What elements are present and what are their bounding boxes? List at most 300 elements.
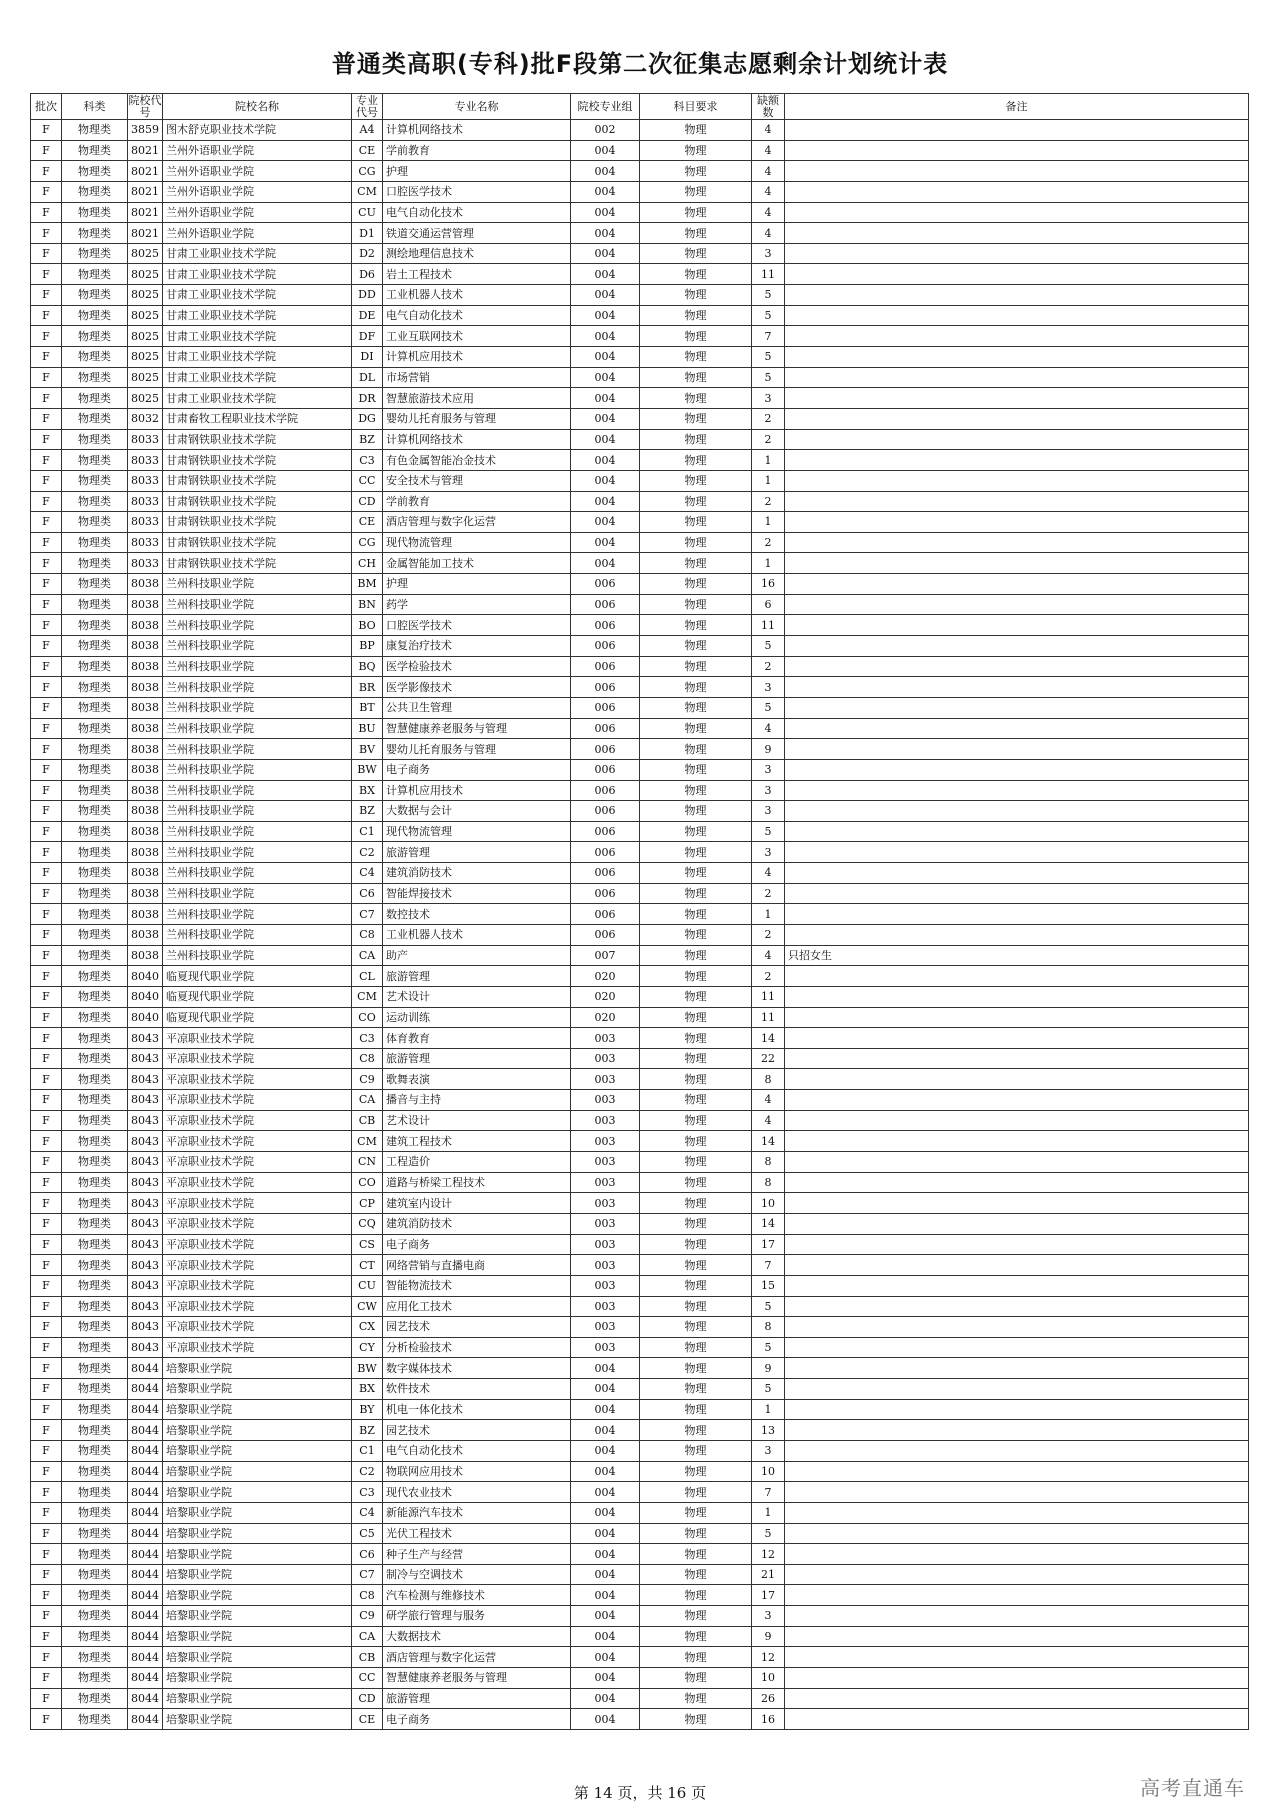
cell-subject-req: 物理 — [640, 615, 752, 636]
cell-batch: F — [31, 656, 62, 677]
cell-major-name: 医学检验技术 — [383, 656, 571, 677]
cell-remarks — [785, 1028, 1249, 1049]
cell-school-code: 8038 — [128, 863, 163, 884]
cell-major-group: 004 — [571, 470, 640, 491]
cell-category: 物理类 — [62, 1069, 128, 1090]
cell-major-code: BW — [352, 759, 383, 780]
cell-category: 物理类 — [62, 1131, 128, 1152]
cell-remarks — [785, 801, 1249, 822]
cell-remarks — [785, 821, 1249, 842]
table-row — [31, 1069, 1249, 1090]
cell-remarks — [785, 1564, 1249, 1585]
cell-school-name: 平凉职业技术学院 — [163, 1337, 352, 1358]
table-row — [31, 594, 1249, 615]
cell-subject-req: 物理 — [640, 1420, 752, 1441]
cell-major-group: 003 — [571, 1172, 640, 1193]
cell-school-code: 8025 — [128, 388, 163, 409]
cell-major-group: 003 — [571, 1152, 640, 1173]
table-row — [31, 801, 1249, 822]
cell-school-code: 8038 — [128, 904, 163, 925]
cell-major-name: 安全技术与管理 — [383, 470, 571, 491]
cell-batch: F — [31, 1379, 62, 1400]
cell-major-code: BZ — [352, 429, 383, 450]
cell-major-name: 旅游管理 — [383, 1048, 571, 1069]
cell-major-code: C9 — [352, 1606, 383, 1627]
cell-remarks — [785, 739, 1249, 760]
cell-vacancy: 14 — [752, 1028, 785, 1049]
cell-school-name: 平凉职业技术学院 — [163, 1234, 352, 1255]
cell-remarks — [785, 656, 1249, 677]
cell-major-name: 新能源汽车技术 — [383, 1502, 571, 1523]
table-header-row — [31, 94, 1249, 120]
table-row — [31, 532, 1249, 553]
cell-vacancy: 5 — [752, 697, 785, 718]
cell-category: 物理类 — [62, 1420, 128, 1441]
cell-vacancy: 7 — [752, 1255, 785, 1276]
cell-category: 物理类 — [62, 388, 128, 409]
cell-vacancy: 3 — [752, 1441, 785, 1462]
cell-batch: F — [31, 594, 62, 615]
cell-major-name: 工程造价 — [383, 1152, 571, 1173]
table-row — [31, 986, 1249, 1007]
cell-major-group: 006 — [571, 718, 640, 739]
table-body — [31, 120, 1249, 1730]
cell-major-name: 市场营销 — [383, 367, 571, 388]
cell-batch: F — [31, 1172, 62, 1193]
cell-major-code: CS — [352, 1234, 383, 1255]
cell-subject-req: 物理 — [640, 1234, 752, 1255]
cell-batch: F — [31, 470, 62, 491]
cell-school-code: 8025 — [128, 285, 163, 306]
cell-category: 物理类 — [62, 1668, 128, 1689]
cell-major-name: 工业机器人技术 — [383, 924, 571, 945]
cell-category: 物理类 — [62, 677, 128, 698]
cell-vacancy: 3 — [752, 780, 785, 801]
cell-remarks — [785, 429, 1249, 450]
cell-batch: F — [31, 924, 62, 945]
cell-subject-req: 物理 — [640, 243, 752, 264]
cell-major-group: 004 — [571, 450, 640, 471]
cell-school-code: 8038 — [128, 945, 163, 966]
cell-major-group: 003 — [571, 1275, 640, 1296]
table-row — [31, 347, 1249, 368]
cell-subject-req: 物理 — [640, 491, 752, 512]
cell-category: 物理类 — [62, 759, 128, 780]
table-row — [31, 202, 1249, 223]
table-row — [31, 1048, 1249, 1069]
cell-major-code: BZ — [352, 801, 383, 822]
cell-school-name: 培黎职业学院 — [163, 1358, 352, 1379]
cell-major-name: 电气自动化技术 — [383, 1441, 571, 1462]
cell-school-code: 8043 — [128, 1234, 163, 1255]
cell-school-name: 培黎职业学院 — [163, 1647, 352, 1668]
cell-school-code: 8038 — [128, 842, 163, 863]
cell-major-code: CH — [352, 553, 383, 574]
cell-school-code: 8038 — [128, 574, 163, 595]
cell-category: 物理类 — [62, 512, 128, 533]
cell-major-group: 004 — [571, 491, 640, 512]
cell-category: 物理类 — [62, 821, 128, 842]
cell-major-name: 智慧健康养老服务与管理 — [383, 718, 571, 739]
cell-school-code: 8043 — [128, 1152, 163, 1173]
cell-batch: F — [31, 1069, 62, 1090]
cell-school-code: 8044 — [128, 1688, 163, 1709]
cell-major-group: 004 — [571, 161, 640, 182]
cell-major-group: 003 — [571, 1110, 640, 1131]
cell-school-code: 8044 — [128, 1461, 163, 1482]
cell-category: 物理类 — [62, 1441, 128, 1462]
cell-batch: F — [31, 1626, 62, 1647]
table-row — [31, 326, 1249, 347]
cell-subject-req: 物理 — [640, 1606, 752, 1627]
cell-subject-req: 物理 — [640, 181, 752, 202]
table-row — [31, 677, 1249, 698]
cell-category: 物理类 — [62, 305, 128, 326]
cell-batch: F — [31, 780, 62, 801]
cell-remarks — [785, 1647, 1249, 1668]
cell-remarks — [785, 718, 1249, 739]
cell-school-name: 兰州科技职业学院 — [163, 718, 352, 739]
cell-school-code: 8025 — [128, 367, 163, 388]
cell-school-name: 甘肃工业职业技术学院 — [163, 243, 352, 264]
cell-school-code: 8038 — [128, 594, 163, 615]
cell-major-name: 有色金属智能冶金技术 — [383, 450, 571, 471]
cell-category: 物理类 — [62, 656, 128, 677]
cell-remarks: 只招女生 — [785, 945, 1249, 966]
cell-batch: F — [31, 697, 62, 718]
cell-major-group: 004 — [571, 347, 640, 368]
cell-vacancy: 7 — [752, 326, 785, 347]
table-row — [31, 1399, 1249, 1420]
cell-major-group: 003 — [571, 1028, 640, 1049]
cell-major-name: 护理 — [383, 574, 571, 595]
cell-major-code: C2 — [352, 842, 383, 863]
cell-major-name: 园艺技术 — [383, 1317, 571, 1338]
cell-major-code: C6 — [352, 1544, 383, 1565]
cell-major-group: 006 — [571, 656, 640, 677]
cell-batch: F — [31, 1152, 62, 1173]
cell-category: 物理类 — [62, 470, 128, 491]
cell-remarks — [785, 140, 1249, 161]
cell-batch: F — [31, 181, 62, 202]
cell-school-name: 兰州科技职业学院 — [163, 615, 352, 636]
cell-major-name: 分析检验技术 — [383, 1337, 571, 1358]
cell-remarks — [785, 1420, 1249, 1441]
cell-batch: F — [31, 1007, 62, 1028]
cell-category: 物理类 — [62, 863, 128, 884]
cell-major-name: 公共卫生管理 — [383, 697, 571, 718]
cell-major-group: 004 — [571, 140, 640, 161]
cell-remarks — [785, 1441, 1249, 1462]
cell-major-code: CA — [352, 1626, 383, 1647]
table-row — [31, 821, 1249, 842]
table-row — [31, 408, 1249, 429]
cell-major-group: 004 — [571, 1399, 640, 1420]
cell-major-code: BQ — [352, 656, 383, 677]
cell-category: 物理类 — [62, 408, 128, 429]
cell-batch: F — [31, 1647, 62, 1668]
cell-major-code: CY — [352, 1337, 383, 1358]
cell-major-group: 004 — [571, 1688, 640, 1709]
cell-subject-req: 物理 — [640, 677, 752, 698]
cell-school-name: 培黎职业学院 — [163, 1626, 352, 1647]
cell-vacancy: 17 — [752, 1585, 785, 1606]
cell-category: 物理类 — [62, 223, 128, 244]
cell-subject-req: 物理 — [640, 945, 752, 966]
cell-school-code: 8044 — [128, 1544, 163, 1565]
cell-major-code: DI — [352, 347, 383, 368]
cell-batch: F — [31, 553, 62, 574]
cell-vacancy: 2 — [752, 429, 785, 450]
cell-remarks — [785, 450, 1249, 471]
cell-batch: F — [31, 243, 62, 264]
cell-batch: F — [31, 305, 62, 326]
header-major-name: 专业名称 — [383, 94, 571, 120]
cell-subject-req: 物理 — [640, 1069, 752, 1090]
cell-school-code: 8044 — [128, 1606, 163, 1627]
cell-major-name: 电气自动化技术 — [383, 305, 571, 326]
cell-vacancy: 8 — [752, 1317, 785, 1338]
table-row — [31, 1564, 1249, 1585]
cell-subject-req: 物理 — [640, 1564, 752, 1585]
table-row — [31, 1502, 1249, 1523]
cell-batch: F — [31, 1709, 62, 1730]
cell-remarks — [785, 347, 1249, 368]
cell-batch: F — [31, 1585, 62, 1606]
cell-batch: F — [31, 615, 62, 636]
cell-major-code: CX — [352, 1317, 383, 1338]
cell-category: 物理类 — [62, 1275, 128, 1296]
cell-school-code: 8043 — [128, 1296, 163, 1317]
table-row — [31, 1193, 1249, 1214]
table-row — [31, 1544, 1249, 1565]
cell-vacancy: 3 — [752, 677, 785, 698]
cell-batch: F — [31, 264, 62, 285]
table-row — [31, 945, 1249, 966]
cell-category: 物理类 — [62, 1585, 128, 1606]
cell-vacancy: 5 — [752, 305, 785, 326]
table-row — [31, 243, 1249, 264]
cell-major-code: BX — [352, 1379, 383, 1400]
cell-school-code: 8044 — [128, 1523, 163, 1544]
cell-major-code: DD — [352, 285, 383, 306]
cell-remarks — [785, 1213, 1249, 1234]
cell-subject-req: 物理 — [640, 1523, 752, 1544]
cell-remarks — [785, 780, 1249, 801]
cell-vacancy: 3 — [752, 801, 785, 822]
cell-school-code: 8043 — [128, 1131, 163, 1152]
cell-major-code: C5 — [352, 1523, 383, 1544]
cell-batch: F — [31, 512, 62, 533]
cell-subject-req: 物理 — [640, 1213, 752, 1234]
cell-school-name: 培黎职业学院 — [163, 1544, 352, 1565]
cell-remarks — [785, 1090, 1249, 1111]
cell-vacancy: 5 — [752, 1379, 785, 1400]
cell-school-code: 8038 — [128, 759, 163, 780]
cell-major-group: 004 — [571, 1585, 640, 1606]
cell-batch: F — [31, 1131, 62, 1152]
cell-subject-req: 物理 — [640, 1668, 752, 1689]
cell-subject-req: 物理 — [640, 429, 752, 450]
cell-vacancy: 5 — [752, 367, 785, 388]
watermark: 高考直通车 — [1140, 1776, 1245, 1800]
cell-vacancy: 2 — [752, 966, 785, 987]
cell-school-name: 平凉职业技术学院 — [163, 1255, 352, 1276]
table-row — [31, 140, 1249, 161]
cell-major-name: 婴幼儿托育服务与管理 — [383, 739, 571, 760]
header-batch: 批次 — [31, 94, 62, 120]
cell-major-name: 护理 — [383, 161, 571, 182]
cell-major-group: 004 — [571, 1482, 640, 1503]
cell-school-name: 平凉职业技术学院 — [163, 1069, 352, 1090]
cell-school-code: 8043 — [128, 1172, 163, 1193]
cell-major-name: 康复治疗技术 — [383, 636, 571, 657]
cell-vacancy: 11 — [752, 264, 785, 285]
cell-major-code: CA — [352, 1090, 383, 1111]
cell-batch: F — [31, 367, 62, 388]
cell-major-name: 计算机网络技术 — [383, 429, 571, 450]
cell-school-code: 8025 — [128, 347, 163, 368]
cell-vacancy: 1 — [752, 512, 785, 533]
cell-major-code: DG — [352, 408, 383, 429]
cell-major-code: C1 — [352, 821, 383, 842]
cell-major-group: 006 — [571, 677, 640, 698]
cell-vacancy: 4 — [752, 140, 785, 161]
cell-school-name: 甘肃钢铁职业技术学院 — [163, 512, 352, 533]
cell-major-name: 现代物流管理 — [383, 532, 571, 553]
cell-major-code: CM — [352, 181, 383, 202]
cell-major-name: 现代农业技术 — [383, 1482, 571, 1503]
cell-school-code: 8040 — [128, 966, 163, 987]
cell-vacancy: 14 — [752, 1213, 785, 1234]
cell-subject-req: 物理 — [640, 1296, 752, 1317]
cell-major-name: 物联网应用技术 — [383, 1461, 571, 1482]
cell-major-code: DF — [352, 326, 383, 347]
table-row — [31, 264, 1249, 285]
table-row — [31, 739, 1249, 760]
cell-vacancy: 12 — [752, 1544, 785, 1565]
cell-major-group: 003 — [571, 1255, 640, 1276]
cell-school-code: 8043 — [128, 1337, 163, 1358]
cell-major-group: 004 — [571, 553, 640, 574]
table-row — [31, 863, 1249, 884]
cell-category: 物理类 — [62, 347, 128, 368]
cell-school-code: 8033 — [128, 450, 163, 471]
cell-major-name: 口腔医学技术 — [383, 615, 571, 636]
cell-school-name: 平凉职业技术学院 — [163, 1048, 352, 1069]
cell-subject-req: 物理 — [640, 1544, 752, 1565]
cell-school-name: 图木舒克职业技术学院 — [163, 120, 352, 141]
cell-school-name: 兰州科技职业学院 — [163, 574, 352, 595]
cell-subject-req: 物理 — [640, 120, 752, 141]
cell-school-code: 8044 — [128, 1647, 163, 1668]
cell-school-name: 兰州外语职业学院 — [163, 181, 352, 202]
cell-category: 物理类 — [62, 615, 128, 636]
cell-batch: F — [31, 429, 62, 450]
cell-major-code: CC — [352, 470, 383, 491]
cell-batch: F — [31, 408, 62, 429]
cell-school-name: 兰州科技职业学院 — [163, 780, 352, 801]
cell-subject-req: 物理 — [640, 553, 752, 574]
cell-school-name: 兰州科技职业学院 — [163, 863, 352, 884]
cell-major-code: CW — [352, 1296, 383, 1317]
cell-batch: F — [31, 677, 62, 698]
cell-school-name: 甘肃工业职业技术学院 — [163, 285, 352, 306]
cell-subject-req: 物理 — [640, 924, 752, 945]
cell-category: 物理类 — [62, 120, 128, 141]
cell-category: 物理类 — [62, 1213, 128, 1234]
cell-school-code: 8025 — [128, 264, 163, 285]
cell-batch: F — [31, 1358, 62, 1379]
cell-major-code: CB — [352, 1647, 383, 1668]
cell-major-group: 004 — [571, 408, 640, 429]
cell-vacancy: 5 — [752, 821, 785, 842]
cell-remarks — [785, 243, 1249, 264]
table-row — [31, 1482, 1249, 1503]
cell-major-name: 铁道交通运营管理 — [383, 223, 571, 244]
cell-batch: F — [31, 945, 62, 966]
cell-major-group: 006 — [571, 904, 640, 925]
cell-vacancy: 9 — [752, 739, 785, 760]
cell-category: 物理类 — [62, 1523, 128, 1544]
cell-school-code: 8033 — [128, 532, 163, 553]
cell-school-code: 8044 — [128, 1564, 163, 1585]
cell-school-name: 兰州科技职业学院 — [163, 656, 352, 677]
cell-major-name: 电子商务 — [383, 1234, 571, 1255]
cell-major-code: CQ — [352, 1213, 383, 1234]
cell-major-group: 004 — [571, 1564, 640, 1585]
table-row — [31, 181, 1249, 202]
cell-school-name: 兰州外语职业学院 — [163, 161, 352, 182]
table-row — [31, 966, 1249, 987]
cell-school-name: 临夏现代职业学院 — [163, 986, 352, 1007]
cell-school-code: 8025 — [128, 243, 163, 264]
cell-category: 物理类 — [62, 1193, 128, 1214]
cell-subject-req: 物理 — [640, 1193, 752, 1214]
cell-subject-req: 物理 — [640, 1255, 752, 1276]
cell-vacancy: 4 — [752, 1110, 785, 1131]
cell-major-group: 006 — [571, 821, 640, 842]
cell-vacancy: 21 — [752, 1564, 785, 1585]
cell-remarks — [785, 924, 1249, 945]
cell-batch: F — [31, 1523, 62, 1544]
cell-major-group: 006 — [571, 842, 640, 863]
cell-vacancy: 10 — [752, 1461, 785, 1482]
cell-school-code: 8044 — [128, 1585, 163, 1606]
cell-category: 物理类 — [62, 780, 128, 801]
header-major-code: 专业代号 — [352, 94, 383, 120]
cell-category: 物理类 — [62, 966, 128, 987]
cell-remarks — [785, 842, 1249, 863]
table-row — [31, 1255, 1249, 1276]
table-row — [31, 512, 1249, 533]
cell-school-name: 培黎职业学院 — [163, 1441, 352, 1462]
cell-vacancy: 5 — [752, 285, 785, 306]
cell-major-name: 计算机网络技术 — [383, 120, 571, 141]
cell-school-name: 兰州科技职业学院 — [163, 842, 352, 863]
cell-category: 物理类 — [62, 904, 128, 925]
cell-major-group: 004 — [571, 223, 640, 244]
cell-vacancy: 16 — [752, 1709, 785, 1730]
cell-major-group: 020 — [571, 1007, 640, 1028]
cell-major-name: 软件技术 — [383, 1379, 571, 1400]
cell-batch: F — [31, 1544, 62, 1565]
cell-school-name: 兰州科技职业学院 — [163, 697, 352, 718]
header-major-group: 院校专业组 — [571, 94, 640, 120]
cell-major-group: 004 — [571, 305, 640, 326]
cell-major-name: 旅游管理 — [383, 842, 571, 863]
table-row — [31, 842, 1249, 863]
